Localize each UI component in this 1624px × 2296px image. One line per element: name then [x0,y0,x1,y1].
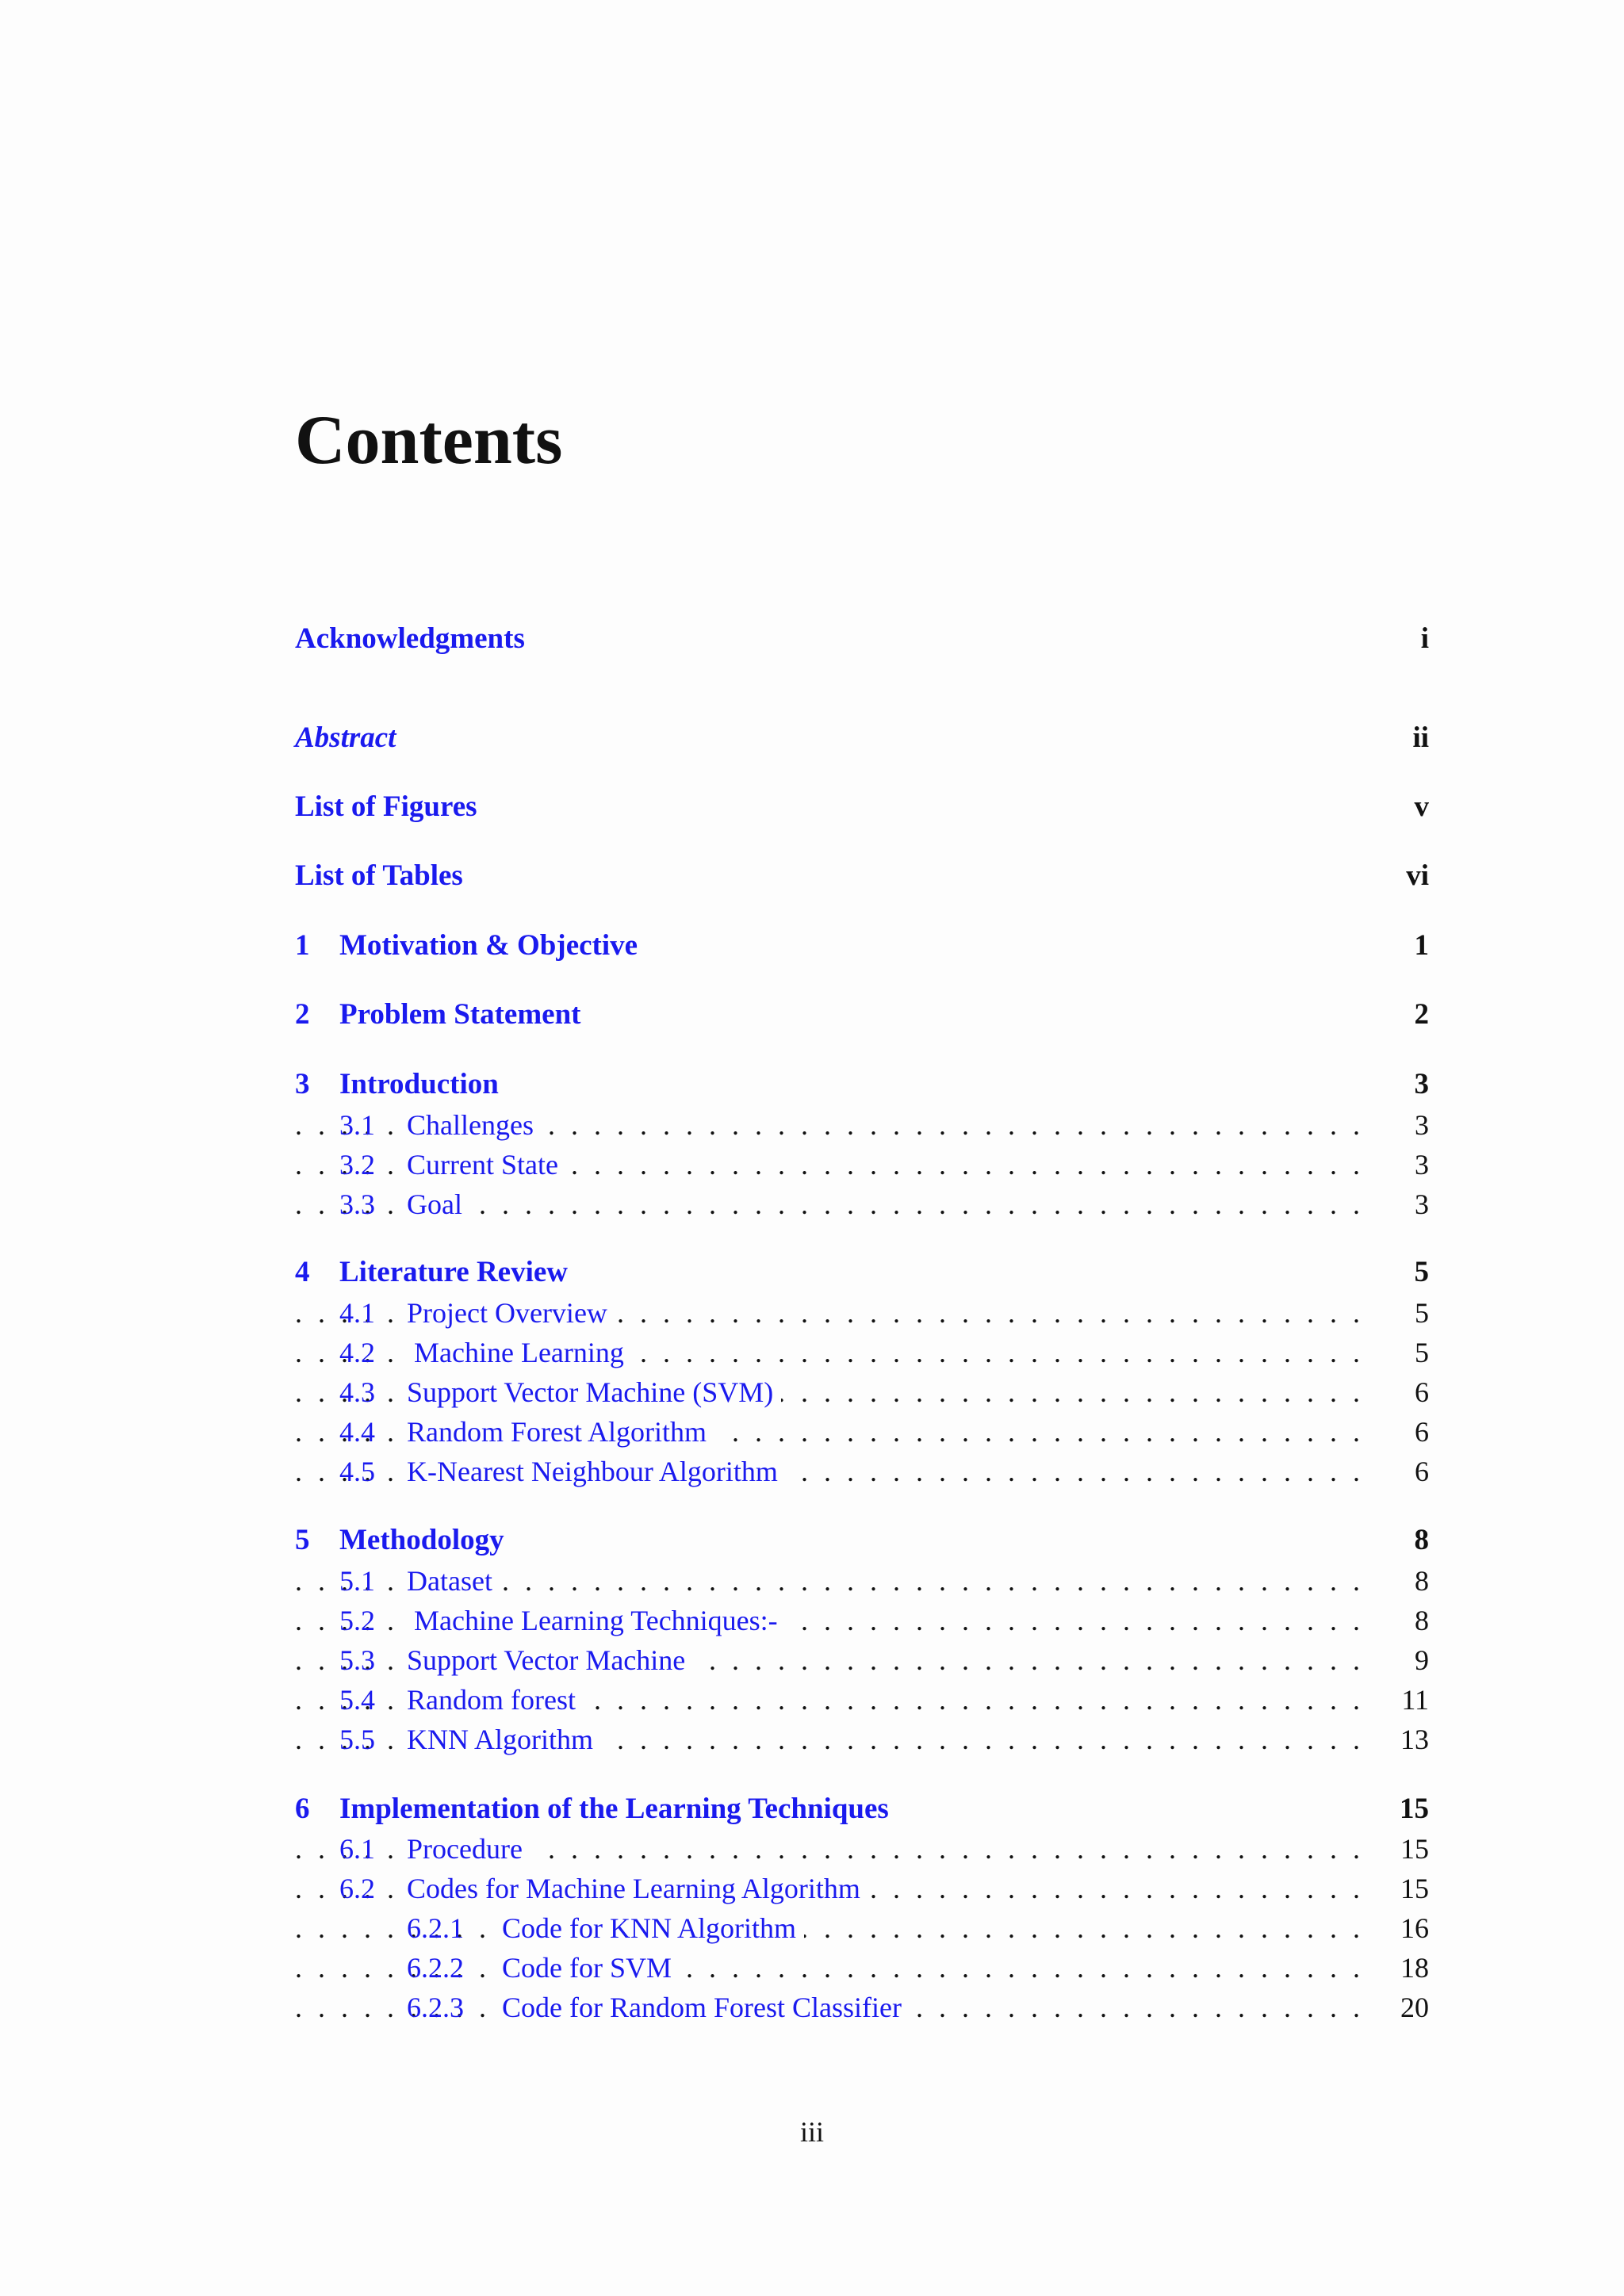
toc-section-5-2[interactable] [295,1601,1429,1640]
toc-number: 4.1 [339,1297,375,1329]
toc-label[interactable]: Goal [407,1184,470,1224]
toc-number: 6.1 [339,1833,375,1865]
toc-number: 6.2 [339,1873,375,1904]
toc-chapter-6[interactable] [295,1789,1429,1829]
toc-chapter-5[interactable] [295,1521,1429,1560]
toc-page-number: 1 [1414,929,1429,962]
toc-page-number: v [1414,790,1429,823]
toc-entry-acknowledgments[interactable] [295,619,1429,659]
toc-number: 5.3 [339,1644,375,1676]
toc-section-3-3[interactable] [295,1184,1429,1224]
toc-label[interactable]: Codes for Machine Learning Algorithm [407,1869,868,1908]
toc-label[interactable]: Literature Review [339,1256,569,1288]
toc-section-4-2[interactable] [295,1333,1429,1372]
toc-section-3-1[interactable] [295,1105,1429,1145]
toc-label[interactable]: Introduction [339,1068,499,1100]
footer-page-number: iii [799,2116,824,2148]
toc-chapter-1[interactable] [295,926,1429,966]
toc-number: 4.4 [339,1416,375,1448]
toc-page-number: 18 [1392,1948,1429,1988]
toc-page-number: 15 [1392,1869,1429,1908]
toc-label[interactable]: Implementation of the Learning Techniques [339,1793,889,1825]
toc-chapter-3[interactable] [295,1065,1429,1104]
toc-number: 3.3 [339,1188,375,1220]
toc-page-number: vi [1406,859,1429,892]
toc-page-number: 8 [1407,1601,1429,1640]
toc-label[interactable]: Machine Learning [407,1333,632,1372]
toc-label[interactable]: Acknowledgments [295,622,525,655]
page-title: Contents [295,402,563,479]
toc-page-number: 15 [1392,1829,1429,1869]
toc-page-number: 5 [1407,1333,1429,1372]
toc-page-number: 6 [1407,1412,1429,1452]
toc-label[interactable]: Support Vector Machine (SVM) [407,1372,781,1412]
toc-number: 3 [295,1068,310,1100]
toc-label[interactable]: Motivation & Objective [339,929,638,962]
toc-label[interactable]: Support Vector Machine [407,1640,693,1680]
toc-number: 1 [295,929,310,962]
toc-page-number: 3 [1407,1105,1429,1145]
toc-section-4-4[interactable] [295,1412,1429,1452]
toc-page-number: 15 [1400,1793,1429,1825]
toc-chapter-4[interactable] [295,1253,1429,1292]
toc-number: 3.2 [339,1149,375,1181]
toc-page-number: 8 [1407,1561,1429,1601]
toc-section-5-3[interactable] [295,1640,1429,1680]
toc-number: 5.4 [339,1684,375,1716]
toc-page-number: ii [1412,721,1429,754]
toc-label[interactable]: KNN Algorithm [407,1720,601,1759]
toc-section-6-1[interactable] [295,1829,1429,1869]
toc-label[interactable]: Dataset [407,1561,500,1601]
toc-entry-list-of-figures[interactable] [295,787,1429,827]
toc-label[interactable]: Abstract [295,721,396,754]
toc-label[interactable]: Project Overview [407,1293,615,1333]
toc-number: 5.2 [339,1605,375,1636]
toc-label[interactable]: List of Figures [295,790,477,823]
toc-number: 6.2.2 [407,1952,464,1984]
toc-section-4-3[interactable] [295,1372,1429,1412]
toc-number: 6 [295,1793,310,1825]
toc-number: 2 [295,998,310,1031]
toc-number: 6.2.1 [407,1912,464,1944]
toc-label[interactable]: Machine Learning Techniques:- [407,1601,786,1640]
toc-subsection-6-2-3[interactable] [295,1988,1429,2027]
toc-number: 5.1 [339,1565,375,1597]
toc-page-number: 13 [1392,1720,1429,1759]
toc-page-number: 16 [1392,1908,1429,1948]
toc-page-number: 11 [1393,1680,1429,1720]
toc-page-number: 6 [1407,1372,1429,1412]
toc-page-number: 3 [1407,1184,1429,1224]
toc-label[interactable]: Methodology [339,1524,504,1556]
toc-page-number: 9 [1407,1640,1429,1680]
toc-label[interactable]: K-Nearest Neighbour Algorithm [407,1452,786,1491]
toc-label[interactable]: Random Forest Algorithm [407,1412,714,1452]
toc-section-5-5[interactable] [295,1720,1429,1759]
toc-chapter-2[interactable] [295,995,1429,1035]
toc-section-4-5[interactable] [295,1452,1429,1491]
toc-subsection-6-2-2[interactable] [295,1948,1429,1988]
toc-number: 4 [295,1256,310,1288]
toc-label[interactable]: Code for Random Forest Classifier [502,1988,910,2027]
toc-page-number: 8 [1414,1524,1429,1556]
toc-entry-list-of-tables[interactable] [295,856,1429,896]
toc-subsection-6-2-1[interactable] [295,1908,1429,1948]
toc-label[interactable]: Code for KNN Algorithm [502,1908,804,1948]
toc-number: 4.5 [339,1456,375,1487]
toc-label[interactable]: Code for SVM [502,1948,680,1988]
toc-page-number: 3 [1414,1068,1429,1100]
toc-label[interactable]: Problem Statement [339,998,581,1031]
toc-number: 5 [295,1524,310,1556]
toc-page-number: 3 [1407,1145,1429,1184]
toc-number: 6.2.3 [407,1992,464,2023]
toc-page-number: 5 [1407,1293,1429,1333]
toc-page-number: 6 [1407,1452,1429,1491]
toc-page-number: 2 [1414,998,1429,1031]
toc-page-number: 20 [1392,1988,1429,2027]
toc-section-5-4[interactable] [295,1680,1429,1720]
toc-page-number: 5 [1414,1256,1429,1288]
toc-label[interactable]: List of Tables [295,859,463,892]
toc-number: 4.3 [339,1376,375,1408]
toc-section-5-1[interactable] [295,1561,1429,1601]
toc-label[interactable]: Random forest [407,1680,584,1720]
toc-number: 5.5 [339,1724,375,1755]
toc-section-6-2[interactable] [295,1869,1429,1908]
toc-section-4-1[interactable] [295,1293,1429,1333]
toc-section-3-2[interactable] [295,1145,1429,1184]
toc-label[interactable]: Challenges [407,1105,542,1145]
toc-number: 4.2 [339,1337,375,1368]
toc-page-number: i [1420,622,1429,655]
toc-label[interactable]: Procedure [407,1829,530,1869]
toc-number: 3.1 [339,1109,375,1141]
toc-label[interactable]: Current State [407,1145,566,1184]
toc-entry-abstract[interactable] [295,718,1429,758]
